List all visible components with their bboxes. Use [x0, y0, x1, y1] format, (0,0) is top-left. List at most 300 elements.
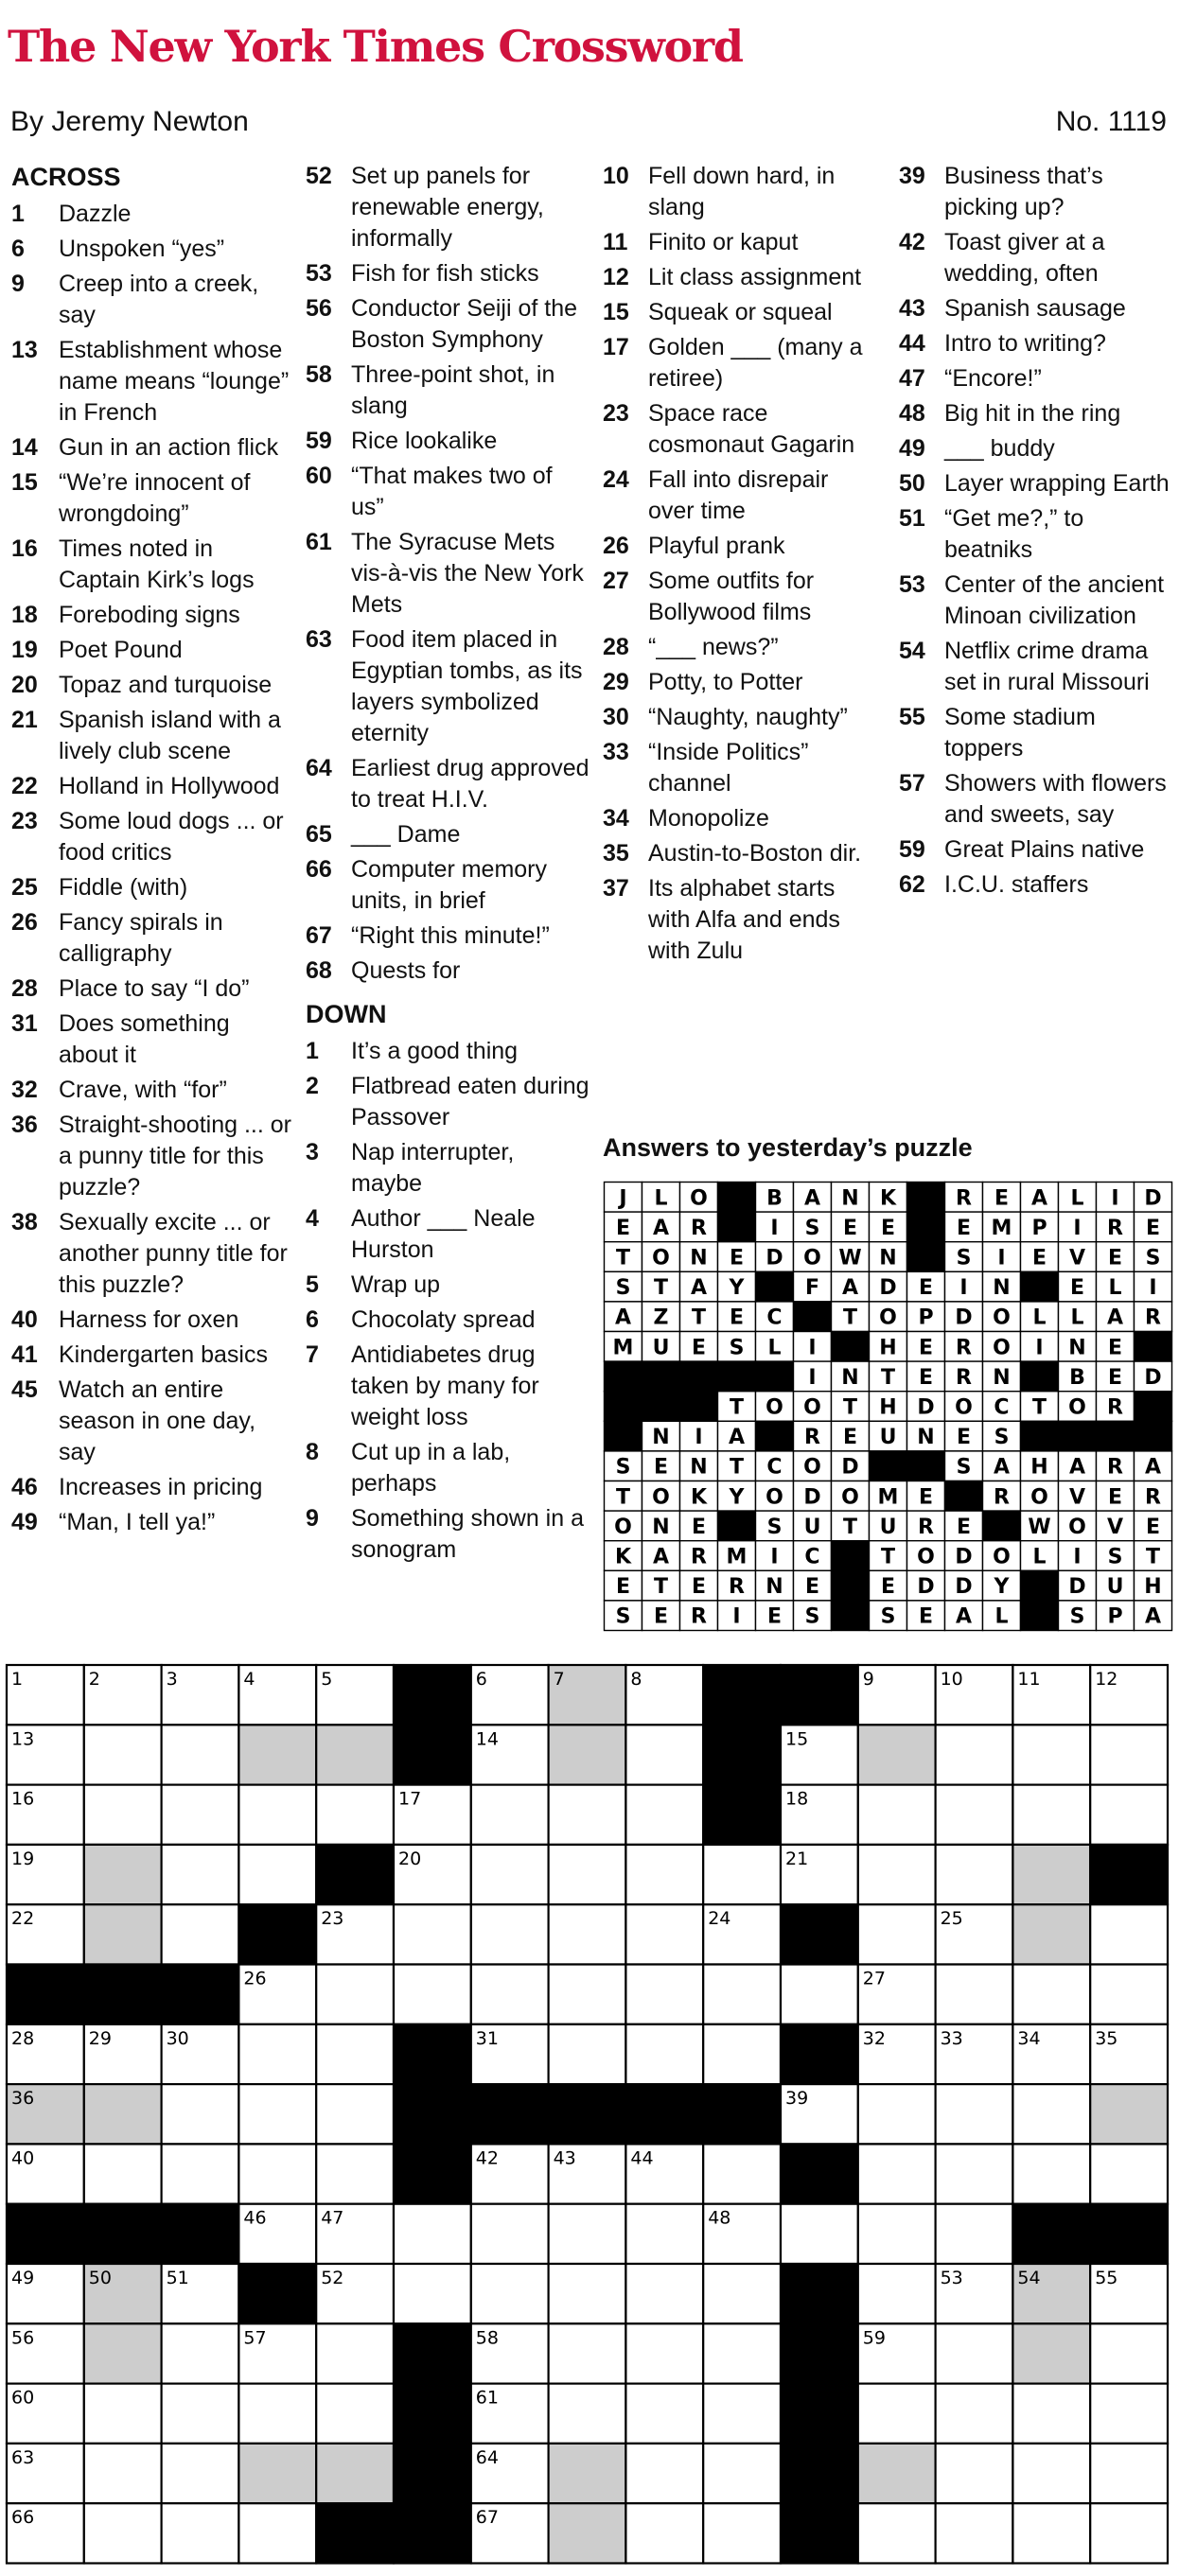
grid-square[interactable]: [625, 2204, 703, 2264]
black-square: [84, 2204, 162, 2264]
clue-number: 8: [306, 1439, 319, 1465]
grid-square[interactable]: [703, 2444, 781, 2503]
answer-letter: W: [838, 1246, 862, 1270]
clue-number: 32: [11, 1077, 38, 1103]
grid-square[interactable]: [1012, 1725, 1090, 1784]
grid-square[interactable]: [858, 2384, 936, 2444]
answer-letter: E: [1107, 1485, 1123, 1510]
answer-letter: E: [1107, 1365, 1123, 1390]
grid-square[interactable]: [625, 2384, 703, 2444]
grid-square[interactable]: [1012, 2384, 1090, 2444]
grid-square[interactable]: [316, 2384, 394, 2444]
grid-square[interactable]: [471, 1965, 549, 2024]
grid-square[interactable]: [471, 2204, 549, 2264]
grid-square[interactable]: [549, 2264, 626, 2323]
clue: [306, 1503, 590, 1566]
answer-letter: D: [841, 1455, 859, 1480]
answer-letter: D: [1144, 1186, 1162, 1211]
clue-text: Place to say “I do”: [59, 975, 250, 1002]
answer-letter: T: [729, 1455, 745, 1480]
answer-letter: A: [1068, 1455, 1086, 1480]
clue-number: 46: [11, 1474, 38, 1500]
grid-square[interactable]: [1090, 2503, 1168, 2563]
answer-black-cell: [718, 1183, 756, 1213]
answer-letter: O: [803, 1395, 821, 1420]
grid-square[interactable]: [549, 1965, 626, 2024]
answer-letter: V: [1106, 1515, 1124, 1539]
answer-letter: M: [612, 1336, 634, 1360]
answer-letter: I: [695, 1426, 703, 1450]
grid-square[interactable]: [162, 1904, 239, 1964]
clue-number-label: 10: [940, 1669, 963, 1690]
clue-number: 31: [11, 1010, 38, 1037]
clue: [306, 1137, 590, 1200]
grid-square[interactable]: [781, 2204, 858, 2264]
clue-number-label: 19: [11, 1848, 35, 1869]
answer-letter: T: [615, 1485, 631, 1510]
answer-letter: C: [994, 1395, 1010, 1420]
shaded-square[interactable]: [238, 1725, 316, 1784]
grid-square[interactable]: [238, 2503, 316, 2563]
grid-square[interactable]: [316, 2024, 394, 2084]
grid-square[interactable]: [316, 1965, 394, 2024]
grid-square[interactable]: [84, 2444, 162, 2503]
answer-letter: S: [1107, 1545, 1123, 1569]
clue-number: 50: [899, 470, 925, 497]
grid-square[interactable]: [162, 2503, 239, 2563]
grid-square[interactable]: [625, 2323, 703, 2383]
clue-number: 37: [603, 875, 629, 902]
grid-square[interactable]: [1012, 2444, 1090, 2503]
answer-letter: P: [1031, 1216, 1047, 1240]
clue-number-label: 16: [11, 1788, 35, 1810]
grid-square[interactable]: [162, 1725, 239, 1784]
answer-letter: O: [993, 1336, 1011, 1360]
shaded-square[interactable]: [316, 2444, 394, 2503]
grid-square[interactable]: [162, 2144, 239, 2203]
answer-black-cell: [832, 1332, 870, 1362]
clue-number-label: 12: [1095, 1669, 1118, 1690]
clue: [11, 1110, 291, 1203]
grid-square[interactable]: [625, 2444, 703, 2503]
clue-number: 17: [603, 334, 629, 360]
grid-square[interactable]: [162, 2444, 239, 2503]
clue-text: Space race cosmonaut Gagarin: [648, 400, 855, 458]
clue-number: 27: [603, 568, 629, 594]
black-square: [703, 1665, 781, 1725]
answer-letter: S: [1145, 1246, 1161, 1270]
clue-text: Author ___ Neale Hurston: [351, 1205, 536, 1263]
answer-letter: F: [804, 1276, 820, 1301]
grid-square[interactable]: [625, 1725, 703, 1784]
grid-square[interactable]: [703, 1845, 781, 1904]
answer-letter: A: [728, 1426, 746, 1450]
grid-square[interactable]: [703, 2264, 781, 2323]
answer-letter: Z: [653, 1306, 669, 1330]
grid-square[interactable]: [1090, 2384, 1168, 2444]
answer-letter: C: [804, 1545, 820, 1569]
clue-text: Crave, with “for”: [59, 1077, 227, 1103]
shaded-square[interactable]: [858, 1725, 936, 1784]
clue: [11, 600, 291, 631]
grid-square[interactable]: [858, 2264, 936, 2323]
grid-square[interactable]: [625, 1845, 703, 1904]
answer-letter: K: [690, 1485, 708, 1510]
clue-number: 33: [603, 739, 629, 765]
answer-black-cell: [680, 1392, 718, 1422]
grid-square[interactable]: [936, 1965, 1013, 2024]
clue-number-label: 6: [475, 1669, 487, 1690]
clue: [603, 398, 877, 461]
answer-letter: Y: [729, 1276, 745, 1301]
answer-black-cell: [870, 1451, 907, 1481]
clue-number-label: 66: [11, 2507, 35, 2529]
grid-square[interactable]: [703, 2144, 781, 2203]
clue-number: 63: [306, 626, 332, 653]
answer-letter: T: [729, 1395, 745, 1420]
clue-number: 28: [11, 975, 38, 1002]
grid-square[interactable]: [549, 1904, 626, 1964]
clue-number: 48: [899, 400, 925, 427]
answer-letter: K: [879, 1186, 897, 1211]
grid-square[interactable]: [84, 1785, 162, 1845]
grid-square[interactable]: [471, 1785, 549, 1845]
answer-letter: S: [615, 1276, 631, 1301]
clue: [11, 1472, 291, 1503]
grid-square[interactable]: [703, 2024, 781, 2084]
clue: [899, 328, 1173, 359]
clue-text: Antidiabetes drug taken by many for weight loss: [351, 1341, 539, 1430]
clue-number: 9: [306, 1505, 319, 1532]
shaded-square[interactable]: [1012, 2323, 1090, 2383]
grid-square[interactable]: [858, 2204, 936, 2264]
grid-square[interactable]: [394, 1965, 471, 2024]
black-square: [703, 2084, 781, 2144]
answer-letter: T: [842, 1306, 858, 1330]
clue-text: Poet Pound: [59, 637, 183, 663]
clue-number: 55: [899, 704, 925, 730]
black-square: [549, 2084, 626, 2144]
grid-square[interactable]: [936, 1785, 1013, 1845]
clue-number: 57: [899, 770, 925, 797]
grid-square[interactable]: [703, 2384, 781, 2444]
answer-letter: E: [918, 1365, 934, 1390]
grid-square[interactable]: [936, 2204, 1013, 2264]
answer-letter: R: [1107, 1395, 1123, 1420]
shaded-square[interactable]: [84, 2323, 162, 2383]
clue-text: Dazzle: [59, 201, 132, 227]
grid-square[interactable]: [238, 2024, 316, 2084]
shaded-square[interactable]: [549, 1725, 626, 1784]
clue-number: 9: [11, 271, 25, 297]
grid-square[interactable]: [316, 2084, 394, 2144]
shaded-square[interactable]: [1012, 1845, 1090, 1904]
grid-square[interactable]: [162, 1845, 239, 1904]
answer-letter: O: [955, 1395, 973, 1420]
grid-square[interactable]: [1090, 2444, 1168, 2503]
clue-number-label: 64: [475, 2446, 499, 2468]
answer-black-cell: [1059, 1421, 1097, 1451]
black-square: [781, 1904, 858, 1964]
clue: [603, 297, 877, 328]
answer-letter: V: [1068, 1246, 1086, 1270]
down-clue-list: [603, 161, 877, 967]
clue: [603, 161, 877, 223]
grid-square[interactable]: [936, 1845, 1013, 1904]
grid-square[interactable]: [238, 1845, 316, 1904]
clue-text: Business that’s picking up?: [944, 163, 1103, 220]
clue: [306, 819, 590, 850]
grid-square[interactable]: [858, 1904, 936, 1964]
grid-square[interactable]: [162, 2084, 239, 2144]
answer-letter: T: [691, 1306, 707, 1330]
shaded-square[interactable]: [858, 2444, 936, 2503]
grid-square[interactable]: [1012, 1785, 1090, 1845]
black-square: [781, 2503, 858, 2563]
grid-square[interactable]: [936, 1725, 1013, 1784]
shaded-square[interactable]: [549, 2503, 626, 2563]
grid-square[interactable]: [858, 2144, 936, 2203]
black-square: [162, 1965, 239, 2024]
answer-letter: B: [1069, 1365, 1085, 1390]
clue: [603, 803, 877, 834]
clue-number: 26: [603, 533, 629, 559]
grid-square[interactable]: [316, 2323, 394, 2383]
answer-letter: N: [993, 1276, 1011, 1301]
grid-square[interactable]: [625, 1965, 703, 2024]
shaded-square[interactable]: [84, 1904, 162, 1964]
clue-number-label: 59: [862, 2327, 886, 2349]
clue-number-label: 8: [630, 1669, 642, 1690]
grid-square[interactable]: [162, 1785, 239, 1845]
grid-square[interactable]: [471, 2264, 549, 2323]
grid-square[interactable]: [471, 1845, 549, 1904]
grid-square[interactable]: [84, 2503, 162, 2563]
clue-text: Sexually excite ... or another punny title for this puzzle?: [59, 1209, 288, 1298]
clue: [11, 806, 291, 868]
grid-square[interactable]: [625, 1904, 703, 1964]
clue-text: Increases in pricing: [59, 1474, 263, 1500]
answer-black-cell: [832, 1601, 870, 1631]
grid-square[interactable]: [703, 1965, 781, 2024]
grid-square[interactable]: [703, 2503, 781, 2563]
grid-square[interactable]: [1090, 1725, 1168, 1784]
answer-letter: N: [879, 1246, 897, 1270]
answer-letter: S: [994, 1426, 1010, 1450]
clue: [899, 363, 1173, 394]
grid-square[interactable]: [936, 2503, 1013, 2563]
answer-black-cell: [1135, 1332, 1172, 1362]
grid-square[interactable]: [1012, 2503, 1090, 2563]
shaded-square[interactable]: [1012, 1904, 1090, 1964]
grid-square[interactable]: [936, 2384, 1013, 2444]
clue-number-label: 43: [553, 2147, 576, 2169]
grid-square[interactable]: [238, 2084, 316, 2144]
shaded-square[interactable]: [84, 1845, 162, 1904]
grid-square[interactable]: [1012, 2144, 1090, 2203]
answer-letter: U: [652, 1336, 670, 1360]
answer-letter: S: [615, 1604, 631, 1629]
answer-letter: N: [690, 1455, 708, 1480]
grid-square[interactable]: [1090, 1965, 1168, 2024]
grid-square[interactable]: [936, 2144, 1013, 2203]
clue: [899, 161, 1173, 223]
clue: [899, 570, 1173, 632]
grid-square[interactable]: [625, 2264, 703, 2323]
clue-text: “Inside Politics” channel: [648, 739, 809, 797]
answer-letter: E: [729, 1306, 745, 1330]
grid-square[interactable]: [549, 2384, 626, 2444]
grid-square[interactable]: [394, 1904, 471, 1964]
answer-letter: E: [729, 1246, 745, 1270]
clue-number-label: 54: [1017, 2268, 1041, 2288]
grid-square[interactable]: [625, 1785, 703, 1845]
clue: [603, 702, 877, 733]
clue-number: 3: [306, 1139, 319, 1165]
clue: [11, 1340, 291, 1371]
grid-square[interactable]: [858, 2503, 936, 2563]
grid-square[interactable]: [936, 2084, 1013, 2144]
black-square: [316, 1845, 394, 1904]
grid-square[interactable]: [316, 1785, 394, 1845]
grid-square[interactable]: [394, 2204, 471, 2264]
clue: [603, 566, 877, 628]
grid-square[interactable]: [858, 2084, 936, 2144]
grid-square[interactable]: [625, 2024, 703, 2084]
grid-square[interactable]: [162, 2323, 239, 2383]
grid-square[interactable]: [1012, 2084, 1090, 2144]
grid-square[interactable]: [84, 2144, 162, 2203]
grid-square[interactable]: [471, 1904, 549, 1964]
clue: [899, 503, 1173, 566]
clue-text: Netflix crime drama set in rural Missouri: [944, 638, 1150, 695]
clue-number: 39: [899, 163, 925, 189]
clue-text: ___ buddy: [944, 435, 1055, 462]
clue-text: Center of the ancient Minoan civilization: [944, 571, 1165, 629]
clue: [11, 635, 291, 666]
answer-letter: I: [1035, 1336, 1044, 1360]
answer-letter: O: [803, 1455, 821, 1480]
answer-letter: O: [993, 1306, 1011, 1330]
grid-square[interactable]: [394, 2264, 471, 2323]
grid-square[interactable]: [549, 2024, 626, 2084]
answer-letter: O: [652, 1485, 670, 1510]
answer-letter: L: [767, 1336, 782, 1360]
answer-letter: A: [993, 1455, 1011, 1480]
answer-letter: E: [691, 1336, 707, 1360]
answer-letter: A: [652, 1545, 670, 1569]
answer-letter: E: [1107, 1336, 1123, 1360]
grid-square[interactable]: [625, 2503, 703, 2563]
grid-square[interactable]: [936, 2323, 1013, 2383]
answer-letter: L: [1032, 1306, 1047, 1330]
grid-square[interactable]: [703, 2323, 781, 2383]
answer-letter: R: [1107, 1455, 1123, 1480]
answer-letter: R: [1107, 1216, 1123, 1240]
grid-square[interactable]: [162, 2384, 239, 2444]
clue-number-label: 61: [475, 2387, 499, 2409]
answer-black-cell: [945, 1481, 983, 1512]
clue-number-label: 47: [321, 2207, 344, 2229]
across-clue-list: [11, 199, 291, 1538]
answer-letter: E: [1069, 1276, 1085, 1301]
clue-text: Layer wrapping Earth: [944, 470, 1170, 497]
grid-square[interactable]: [1090, 2144, 1168, 2203]
clue: [306, 359, 590, 422]
clue: [603, 464, 877, 527]
answer-letter: D: [1144, 1365, 1162, 1390]
shaded-square[interactable]: [84, 2084, 162, 2144]
grid-square[interactable]: [316, 2144, 394, 2203]
answer-letter: A: [841, 1276, 859, 1301]
grid-square[interactable]: [84, 2384, 162, 2444]
answer-letter: T: [653, 1276, 669, 1301]
grid-square[interactable]: [549, 1785, 626, 1845]
answer-letter: E: [653, 1455, 669, 1480]
grid-square[interactable]: [238, 2144, 316, 2203]
grid-square[interactable]: [781, 1965, 858, 2024]
page-title: The New York Times Crossword: [8, 21, 743, 72]
clue: [11, 872, 291, 903]
clue-number: 6: [11, 236, 25, 262]
clue-number: 60: [306, 463, 332, 489]
shaded-square[interactable]: [1090, 2084, 1168, 2144]
shaded-square[interactable]: [238, 2444, 316, 2503]
clue: [306, 293, 590, 356]
grid-square[interactable]: [549, 2323, 626, 2383]
clue-number: 24: [603, 466, 629, 493]
grid-square[interactable]: [1012, 1965, 1090, 2024]
grid-square[interactable]: [858, 1845, 936, 1904]
clue-number: 64: [306, 755, 332, 781]
clue-number: 47: [899, 365, 925, 392]
clue-number-label: 44: [630, 2147, 654, 2169]
answer-letter: N: [841, 1186, 859, 1211]
shaded-square[interactable]: [549, 2444, 626, 2503]
grid-square[interactable]: [549, 1845, 626, 1904]
answer-letter: I: [1149, 1276, 1157, 1301]
clue-number-label: 31: [475, 2027, 499, 2049]
clue-number-label: 13: [11, 1728, 35, 1750]
grid-square[interactable]: [1090, 1904, 1168, 1964]
grid-square[interactable]: [936, 2444, 1013, 2503]
grid-square[interactable]: [1090, 1785, 1168, 1845]
answer-black-cell: [642, 1361, 680, 1392]
clue-number-label: 55: [1095, 2268, 1118, 2288]
grid-square[interactable]: [1090, 2323, 1168, 2383]
clue-text: “Get me?,” to beatniks: [944, 505, 1084, 563]
clue-number: 53: [899, 571, 925, 598]
clue-number: 34: [603, 805, 629, 832]
clue-number: 15: [11, 469, 38, 496]
clue-text: “We’re innocent of wrongdoing”: [59, 469, 251, 527]
clue: [11, 467, 291, 530]
clue-number: 61: [306, 529, 332, 555]
answer-black-cell: [907, 1212, 945, 1242]
shaded-square[interactable]: [316, 1725, 394, 1784]
black-square: [238, 2264, 316, 2323]
grid-square[interactable]: [549, 2204, 626, 2264]
answer-letter: D: [765, 1246, 783, 1270]
grid-square[interactable]: [84, 1725, 162, 1784]
grid-square[interactable]: [858, 1785, 936, 1845]
clue-number-label: 53: [940, 2268, 963, 2288]
clue: [306, 955, 590, 987]
clue: [306, 1270, 590, 1301]
clue-text: “Encore!”: [944, 365, 1042, 392]
grid-square[interactable]: [238, 1785, 316, 1845]
grid-square[interactable]: [238, 2384, 316, 2444]
